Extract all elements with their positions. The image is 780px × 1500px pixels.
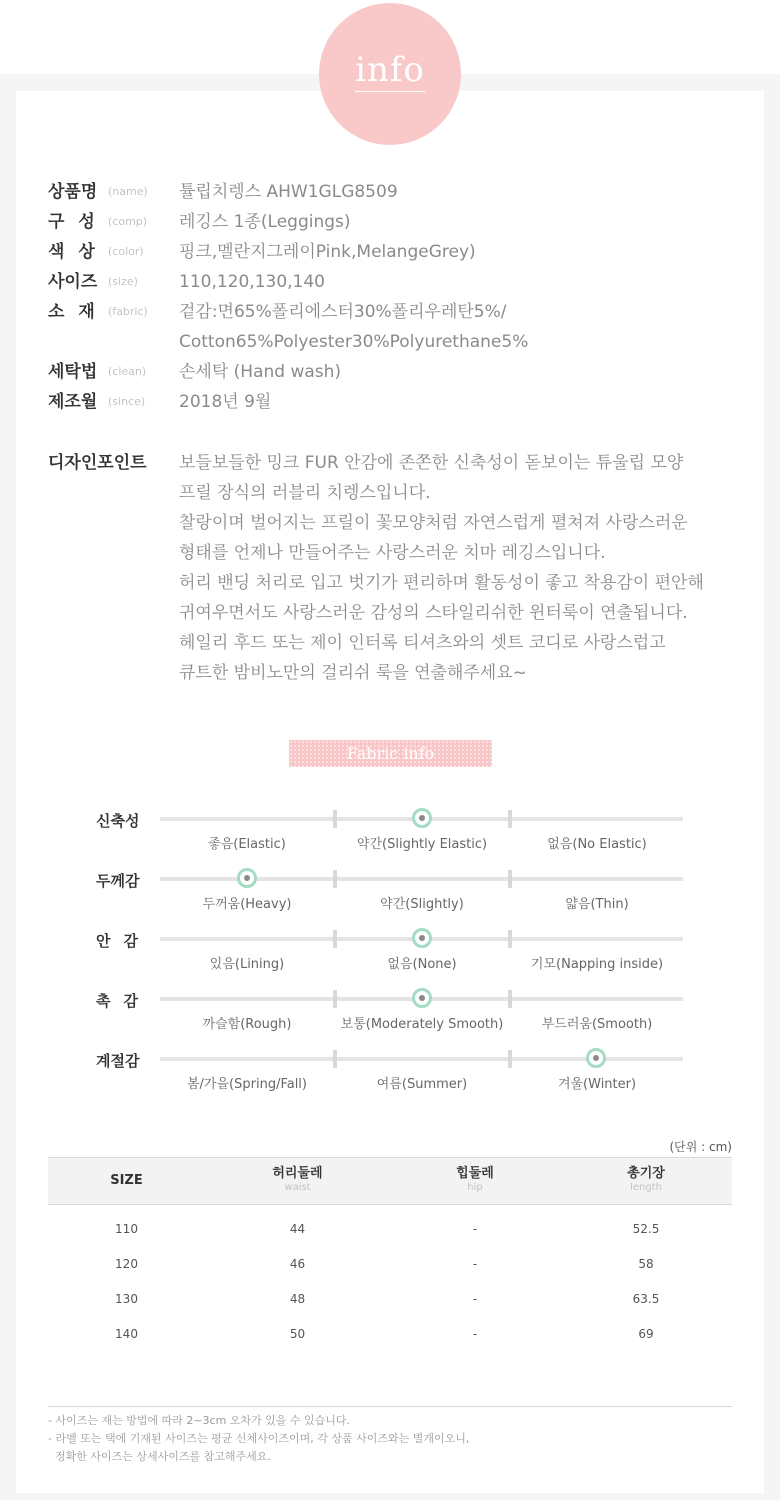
design-point-label: 디자인포인트 bbox=[48, 453, 147, 473]
info-value: 손세탁 (Hand wash) bbox=[179, 362, 342, 382]
design-line: 보들보들한 밍크 FUR 안감에 존쫀한 신축성이 돋보이는 튜울립 모양 bbox=[179, 453, 684, 473]
info-value: 겉감:면65%폴리에스터30%폴리우레탄5%/ bbox=[179, 302, 507, 322]
fabric-scale-tick bbox=[508, 870, 512, 888]
info-label-en: (name) bbox=[108, 185, 148, 198]
info-row-size bbox=[48, 268, 326, 296]
fabric-scale-tick bbox=[333, 870, 337, 888]
info-row-name bbox=[48, 178, 398, 206]
header-ko: 허리둘레 bbox=[272, 1166, 323, 1181]
fabric-scale-row bbox=[0, 930, 780, 990]
header-cell bbox=[390, 1158, 560, 1205]
table-cell: 50 bbox=[289, 1326, 306, 1341]
fabric-scale-label: 안감 bbox=[96, 932, 151, 950]
header-ko: 총기장 bbox=[627, 1166, 665, 1181]
table-cell: - bbox=[472, 1291, 478, 1306]
info-label: 구성 bbox=[48, 212, 109, 232]
table-row bbox=[48, 1316, 732, 1351]
fabric-scale-marker bbox=[237, 868, 257, 888]
design-line: 프릴 장식의 러블리 치렝스입니다. bbox=[179, 483, 431, 503]
fabric-scale-row bbox=[0, 870, 780, 930]
design-line: 찰랑이며 벌어지는 프릴이 꽃모양처럼 자연스럽게 펼쳐져 사랑스러운 bbox=[179, 513, 688, 533]
fabric-scale-marker bbox=[412, 988, 432, 1008]
size-table bbox=[48, 1157, 732, 1351]
table-row bbox=[48, 1205, 732, 1247]
fabric-scale-option: 없음(None) bbox=[387, 957, 457, 972]
info-value: 핑크,멜란지그레이Pink,MelangeGrey) bbox=[179, 242, 476, 262]
fabric-scale-tick bbox=[333, 930, 337, 948]
fabric-scale-row bbox=[0, 1050, 780, 1110]
info-label: 세탁법 bbox=[48, 362, 98, 382]
header-ko: 힙둘레 bbox=[456, 1166, 494, 1181]
info-row-fabric bbox=[48, 298, 507, 326]
design-line: 형태를 언제나 만들어주는 사랑스러운 치마 레깅스입니다. bbox=[179, 543, 606, 563]
design-point-text bbox=[179, 448, 769, 688]
fabric-scale-option: 있음(Lining) bbox=[209, 957, 285, 972]
notes-divider bbox=[48, 1406, 732, 1407]
fabric-scale-tick bbox=[508, 930, 512, 948]
header-en: length bbox=[630, 1182, 662, 1193]
fabric-scale-option: 없음(No Elastic) bbox=[547, 837, 647, 852]
table-cell: 58 bbox=[638, 1256, 654, 1271]
fabric-scale-tick bbox=[333, 1050, 337, 1068]
table-row bbox=[48, 1246, 732, 1281]
info-label-en: (comp) bbox=[108, 215, 148, 228]
info-row-comp bbox=[48, 208, 351, 236]
fabric-scale-option: 약간(Slightly) bbox=[380, 897, 464, 912]
fabric-scale-marker bbox=[412, 808, 432, 828]
header-en: waist bbox=[284, 1182, 311, 1193]
fabric-scale-option: 보통(Moderately Smooth) bbox=[340, 1017, 504, 1032]
fabric-scale-label: 두께감 bbox=[96, 872, 140, 890]
table-cell: 69 bbox=[638, 1326, 654, 1341]
fabric-scale-tick bbox=[508, 990, 512, 1008]
table-cell: - bbox=[472, 1256, 478, 1271]
table-cell: 63.5 bbox=[632, 1291, 660, 1306]
info-label-en: (size) bbox=[108, 275, 138, 288]
fabric-info-title: Fabric info bbox=[289, 740, 492, 767]
fabric-scale-tick bbox=[508, 810, 512, 828]
table-cell: 46 bbox=[289, 1256, 306, 1271]
table-row bbox=[48, 1281, 732, 1316]
header-en: hip bbox=[467, 1182, 483, 1193]
header-cell bbox=[560, 1158, 732, 1205]
fabric-scale-row bbox=[0, 990, 780, 1050]
info-label: 색상 bbox=[48, 242, 109, 262]
note-line: - 사이즈는 재는 방법에 따라 2~3cm 오차가 있을 수 있습니다. bbox=[48, 1414, 351, 1427]
fabric-scale-tick bbox=[333, 810, 337, 828]
info-label: 사이즈 bbox=[48, 272, 98, 292]
info-value: 레깅스 1종(Leggings) bbox=[179, 212, 351, 232]
table-cell: 52.5 bbox=[632, 1221, 660, 1236]
fabric-scale-option: 얇음(Thin) bbox=[565, 897, 629, 912]
table-cell: 44 bbox=[289, 1221, 306, 1236]
info-value: 110,120,130,140 bbox=[179, 272, 326, 292]
fabric-scale-option: 부드러움(Smooth) bbox=[541, 1017, 653, 1032]
fabric-scale-marker bbox=[412, 928, 432, 948]
info-label: 제조월 bbox=[48, 392, 98, 412]
fabric-scale-option: 두꺼움(Heavy) bbox=[202, 897, 292, 912]
table-cell: 48 bbox=[289, 1291, 306, 1306]
design-line: 귀여우면서도 사랑스러운 감성의 스타일리쉬한 윈터룩이 연출됩니다. bbox=[179, 603, 688, 623]
info-label-en: (clean) bbox=[108, 365, 147, 378]
table-cell: 120 bbox=[115, 1256, 138, 1271]
fabric-scale-tick bbox=[508, 1050, 512, 1068]
size-notes bbox=[48, 1412, 469, 1466]
fabric-scale-option: 봄/가을(Spring/Fall) bbox=[186, 1077, 308, 1092]
info-label: 소재 bbox=[48, 302, 109, 322]
header-cell bbox=[48, 1158, 205, 1205]
design-line: 헤일리 후드 또는 제이 인터록 티셔츠와의 셋트 코디로 사랑스럽고 bbox=[179, 633, 666, 653]
fabric-scale-label: 촉감 bbox=[96, 992, 151, 1010]
fabric-scale-marker bbox=[586, 1048, 606, 1068]
info-value: Cotton65%Polyester30%Polyurethane5% bbox=[179, 332, 529, 352]
info-value: 튤립치렝스 AHW1GLG8509 bbox=[179, 182, 398, 202]
info-label-en: (since) bbox=[108, 395, 146, 408]
note-line: - 라벨 또는 택에 기재된 사이즈는 평균 신체사이즈이며, 각 상품 사이즈와는 별개이오니, bbox=[48, 1432, 470, 1445]
fabric-scale-option: 까슬함(Rough) bbox=[202, 1017, 292, 1032]
table-cell: 110 bbox=[115, 1221, 138, 1236]
info-row-since bbox=[48, 388, 272, 416]
header-ko: SIZE bbox=[110, 1173, 143, 1188]
info-row-color bbox=[48, 238, 476, 266]
note-line: 정확한 사이즈는 상세사이즈를 참고해주세요. bbox=[48, 1450, 271, 1463]
table-cell: 130 bbox=[115, 1291, 138, 1306]
size-table-header bbox=[48, 1158, 732, 1205]
design-line: 허리 밴딩 처리로 입고 벗기가 편리하며 활동성이 좋고 착용감이 편안해 bbox=[179, 573, 704, 593]
fabric-scale-option: 여름(Summer) bbox=[376, 1077, 468, 1092]
table-cell: - bbox=[472, 1221, 478, 1236]
fabric-scale-row bbox=[0, 810, 780, 870]
fabric-scale-tick bbox=[333, 990, 337, 1008]
fabric-scale-option: 겨울(Winter) bbox=[557, 1077, 637, 1092]
fabric-scale-option: 기모(Napping inside) bbox=[530, 957, 664, 972]
table-cell: 140 bbox=[115, 1326, 138, 1341]
info-row-clean bbox=[48, 358, 342, 386]
table-cell: - bbox=[472, 1326, 478, 1341]
fabric-scale-option: 약간(Slightly Elastic) bbox=[356, 837, 488, 852]
info-badge-text: info bbox=[355, 50, 425, 90]
fabric-scale-label: 계절감 bbox=[96, 1052, 140, 1070]
info-badge bbox=[319, 3, 461, 145]
info-label: 상품명 bbox=[48, 182, 98, 202]
info-value: 2018년 9월 bbox=[179, 392, 272, 412]
fabric-scale-option: 좋음(Elastic) bbox=[208, 837, 286, 852]
unit-label: (단위 : cm) bbox=[669, 1140, 732, 1154]
design-line: 큐트한 밤비노만의 걸리쉬 룩을 연출해주세요~ bbox=[179, 663, 527, 683]
info-label-en: (fabric) bbox=[108, 305, 148, 318]
info-label-en: (color) bbox=[108, 245, 144, 258]
header-cell bbox=[205, 1158, 390, 1205]
fabric-scale-label: 신축성 bbox=[96, 812, 140, 830]
